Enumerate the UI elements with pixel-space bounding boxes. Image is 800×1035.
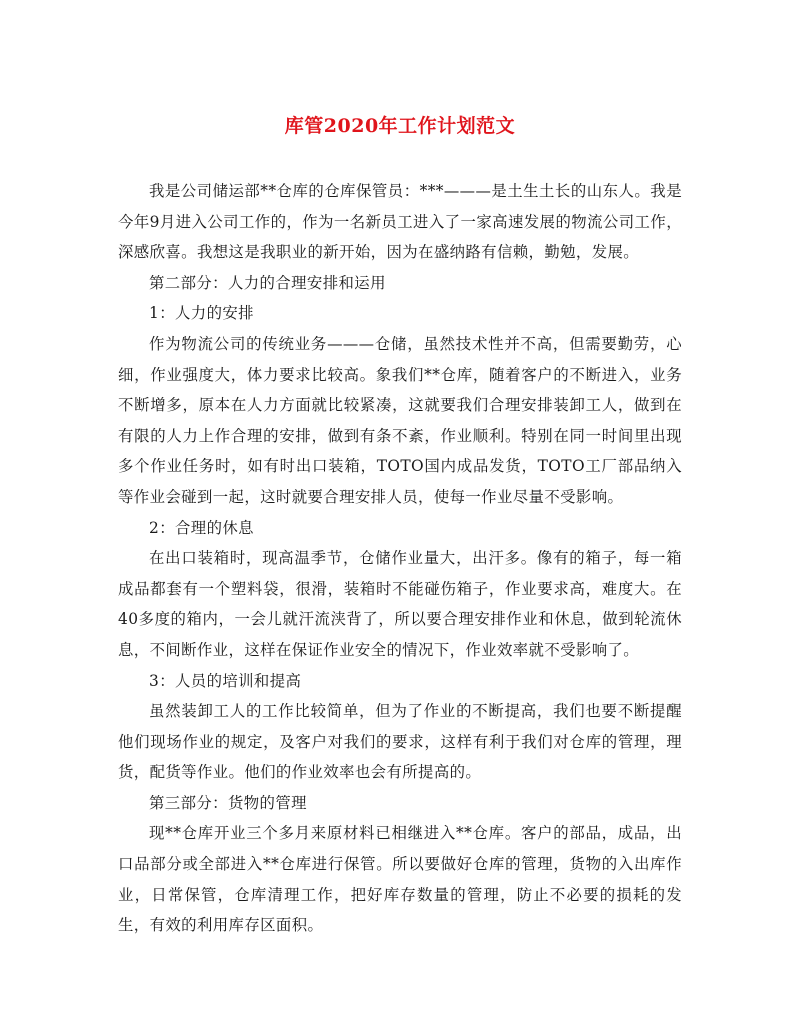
paragraph-reasonable-rest: 在出口装箱时，现高温季节，仓储作业量大，出汗多。像有的箱子，每一箱成品都套有一个塑料袋，很滑，装箱时不能碰伤箱子，作业要求高，难度大。在40多度的箱内，一会儿就汗流浃背了，所以要合理安排作业和休息，做到轮流休息，不间断作业，这样在保证作业安全的情况下，作业效率就不受影响了。 [118,549,682,659]
paragraph-staff-training: 虽然装卸工人的工作比较简单，但为了作业的不断提高，我们也要不断提醒他们现场作业的规定，及客户对我们的要求，这样有利于我们对仓库的管理，理货，配货等作业。他们的作业效率也会有所提高的。 [118,702,682,782]
intro-paragraph: 我是公司储运部**仓库的仓库保管员：***———是土生土长的山东人。我是今年9月进入公司工作的，作为一名新员工进入了一家高速发展的物流公司工作，深感欣喜。我想这是我职业的新开始，因为在盛纳路有信赖，勤勉，发展。 [118,182,682,262]
section-heading-part-three: 第三部分：货物的管理 [149,793,307,812]
document-body [118,176,682,941]
paragraph-staff-arrangement: 作为物流公司的传统业务———仓储，虽然技术性并不高，但需要勤劳，心细，作业强度大，体力要求比较高。象我们**仓库，随着客户的不断进入，业务不断增多，原本在人力方面就比较紧凑，这就要我们合理安排装卸工人，做到在有限的人力上作合理的安排，做到有条不紊，作业顺利。特别在同一时间里出现多个作业任务时，如有时出口装箱，TOTO国内成品发货，TOTO工厂部品纳入等作业会碰到一起，这时就要合理安排人员，使每一作业尽量不受影响。 [118,334,682,506]
document-title: 库管2020年工作计划范文 [284,115,516,137]
section-heading-part-two: 第二部分：人力的合理安排和运用 [149,273,386,292]
subheading-reasonable-rest: 2：合理的休息 [149,518,254,537]
paragraph-goods-management: 现**仓库开业三个多月来原材料已相继进入**仓库。客户的部品，成品，出口品部分或全部进入**仓库进行保管。所以要做好仓库的管理，货物的入出库作业，日常保管，仓库清理工作，把好库存数量的管理，防止不必要的损耗的发生，有效的利用库存区面积。 [118,824,682,935]
subheading-staff-arrangement: 1：人力的安排 [149,304,254,323]
subheading-staff-training: 3：人员的培训和提高 [149,671,302,690]
